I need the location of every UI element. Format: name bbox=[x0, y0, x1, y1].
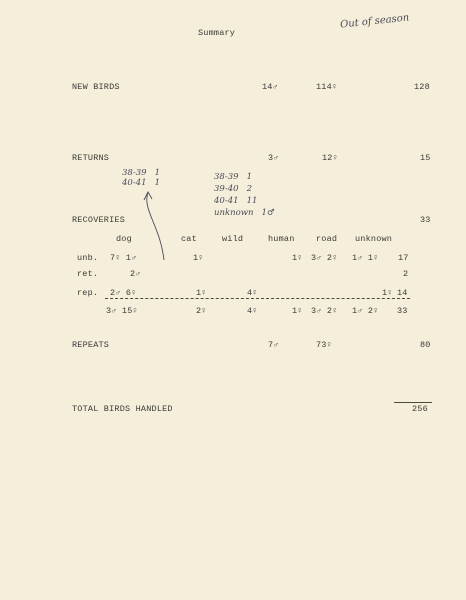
recoveries-total: 33 bbox=[420, 215, 431, 225]
row-ret-dog: 2♂ bbox=[130, 269, 141, 279]
row-unb-road: 3♂ 2♀ bbox=[311, 253, 338, 263]
new-birds-females: 114♀ bbox=[316, 82, 338, 92]
total-handled-label: TOTAL BIRDS HANDLED bbox=[72, 404, 173, 414]
corner-note: Out of season bbox=[339, 12, 410, 31]
totals-total: 33 bbox=[397, 306, 408, 316]
col-wild: wild bbox=[222, 234, 244, 244]
total-overline bbox=[394, 402, 432, 403]
col-dog: dog bbox=[116, 234, 132, 244]
returns-note-left-2: 40-41 1 bbox=[122, 178, 161, 188]
totals-wild: 4♀ bbox=[247, 306, 258, 316]
row-rep-unknown: 1♀ bbox=[382, 288, 393, 298]
returns-note-right-2: 39-40 2 bbox=[214, 184, 253, 194]
col-cat: cat bbox=[181, 234, 197, 244]
page-title: Summary bbox=[198, 28, 236, 38]
repeats-females: 73♀ bbox=[316, 340, 332, 350]
new-birds-total: 128 bbox=[414, 82, 430, 92]
row-rep-wild: 4♀ bbox=[247, 288, 258, 298]
col-human: human bbox=[268, 234, 295, 244]
new-birds-males: 14♂ bbox=[262, 82, 278, 92]
totals-unknown: 1♂ 2♀ bbox=[352, 306, 379, 316]
returns-note-right-4: unknown 1♂ bbox=[214, 208, 275, 218]
totals-human: 1♀ bbox=[292, 306, 303, 316]
col-road: road bbox=[316, 234, 338, 244]
row-unb-cat: 1♀ bbox=[193, 253, 204, 263]
row-unb-total: 17 bbox=[398, 253, 409, 263]
handwritten-arrow bbox=[140, 190, 180, 265]
row-rep-label: rep. bbox=[77, 288, 99, 298]
totals-road: 3♂ 2♀ bbox=[311, 306, 338, 316]
row-unb-label: unb. bbox=[77, 253, 99, 263]
new-birds-label: NEW BIRDS bbox=[72, 82, 120, 92]
row-unb-dog: 7♀ 1♂ bbox=[110, 253, 137, 263]
returns-note-right-3: 40-41 11 bbox=[214, 196, 258, 206]
totals-cat: 2♀ bbox=[196, 306, 207, 316]
returns-total: 15 bbox=[420, 153, 431, 163]
row-rep-cat: 1♀ bbox=[196, 288, 207, 298]
returns-note-left-1: 38-39 1 bbox=[122, 168, 161, 178]
totals-dog: 3♂ 15♀ bbox=[106, 306, 138, 316]
row-ret-label: ret. bbox=[77, 269, 99, 279]
repeats-total: 80 bbox=[420, 340, 431, 350]
row-unb-unknown: 1♂ 1♀ bbox=[352, 253, 379, 263]
returns-label: RETURNS bbox=[72, 153, 110, 163]
total-handled-value: 256 bbox=[412, 404, 428, 414]
returns-males: 3♂ bbox=[268, 153, 279, 163]
row-rep-dog: 2♂ 6♀ bbox=[110, 288, 137, 298]
totals-separator bbox=[105, 298, 410, 299]
row-rep-total: 14 bbox=[397, 288, 408, 298]
recoveries-label: RECOVERIES bbox=[72, 215, 126, 225]
row-unb-human: 1♀ bbox=[292, 253, 303, 263]
repeats-males: 7♂ bbox=[268, 340, 279, 350]
col-unknown: unknown bbox=[355, 234, 393, 244]
returns-note-right-1: 38-39 1 bbox=[214, 172, 253, 182]
row-ret-total: 2 bbox=[403, 269, 409, 279]
repeats-label: REPEATS bbox=[72, 340, 110, 350]
returns-females: 12♀ bbox=[322, 153, 338, 163]
